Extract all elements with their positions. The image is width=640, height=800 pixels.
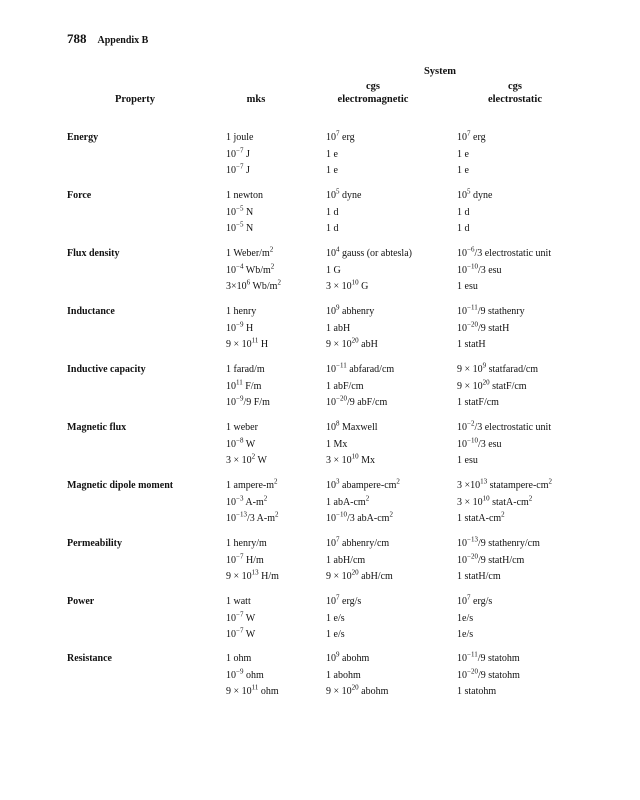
- electromagnetic-value: $10^3$ abampere-$cm^2$: [326, 477, 400, 491]
- electromagnetic-value: $10^5$ dyne: [326, 187, 362, 201]
- electromagnetic-value: 1 abF/cm: [326, 380, 364, 392]
- property-name: Resistance: [67, 653, 112, 664]
- mks-value: $10^{-7}$ H/m: [226, 552, 264, 566]
- mks-value: $10^{-13}/3$ $A-m^2$: [226, 510, 279, 524]
- table-row: [0, 437, 640, 453]
- property-name: Force: [67, 190, 92, 201]
- mks-value: $10^{-5}$ N: [226, 204, 254, 218]
- electromagnetic-value: 1 e/s: [326, 612, 345, 624]
- table-row: [0, 420, 640, 436]
- mks-value: $9 \times 10^{11}$ ohm: [226, 683, 279, 697]
- mks-value: $3\times 10^6$ $Wb/m^2$: [226, 278, 281, 292]
- mks-value: 1 weber: [226, 422, 258, 433]
- electrostatic-value: $10^{-20}/9$ statH/cm: [457, 552, 525, 566]
- electrostatic-value: 1 statH/cm: [457, 571, 501, 582]
- header-mks: mks: [246, 94, 266, 105]
- table-row: [0, 553, 640, 569]
- electromagnetic-value: $10^9$ abohm: [326, 650, 370, 664]
- electromagnetic-value: $9 \times 10^{20}$ abH: [326, 336, 378, 350]
- electrostatic-value: 1 statA-$cm^2$: [457, 510, 505, 524]
- electrostatic-value: $9 \times 10^{20}$ statF/cm: [457, 378, 527, 392]
- electrostatic-value: $10^{-6}/3$ electrostatic unit: [457, 245, 552, 259]
- table-row: [0, 321, 640, 337]
- mks-value: $10^{-5}$ N: [226, 220, 254, 234]
- mks-value: 1 Weber/$m^2$: [226, 245, 274, 259]
- table-row: [0, 279, 640, 295]
- section-title: Appendix B: [97, 35, 149, 46]
- electromagnetic-value: $10^{-10}/3$ abA-$cm^2$: [326, 510, 393, 524]
- electromagnetic-value: 1 abH/cm: [326, 554, 366, 566]
- electrostatic-value: $10^{-11}/9$ stathenry: [457, 303, 525, 317]
- table-row: [0, 205, 640, 221]
- electrostatic-value: $10^{-10}/3$ esu: [457, 436, 502, 450]
- page-number: 788: [67, 31, 87, 46]
- mks-value: 1 ohm: [226, 653, 252, 664]
- electromagnetic-value: $10^7$ erg/s: [326, 593, 362, 607]
- table-row: [0, 478, 640, 494]
- mks-value: $10^{-7}$ W: [226, 610, 256, 624]
- electrostatic-value: 1 e: [457, 165, 469, 176]
- electromagnetic-value: 1 e: [326, 165, 338, 176]
- table-row: [0, 627, 640, 643]
- electromagnetic-value: 1 abohm: [326, 669, 361, 681]
- mks-value: $10^{-4}$ $Wb/m^2$: [226, 262, 275, 276]
- mks-value: $9 \times 10^{11}$ H: [226, 336, 269, 350]
- mks-value: 1 henry: [226, 306, 257, 317]
- electromagnetic-value: $9 \times 10^{20}$ abH/cm: [326, 568, 393, 582]
- electrostatic-value: 1 e: [457, 148, 469, 160]
- electromagnetic-value: $10^{-20}/9$ abF/cm: [326, 394, 388, 408]
- table-row: [0, 304, 640, 320]
- electrostatic-value: $10^{-10}/3$ esu: [457, 262, 502, 276]
- electrostatic-value: $10^{-11}/9$ statohm: [457, 650, 520, 664]
- mks-value: $10^{-7}$ J: [226, 146, 250, 160]
- electrostatic-value: 1e/s: [457, 612, 474, 624]
- mks-value: 1 ampere-$m^2$: [226, 477, 278, 491]
- table-row: [0, 379, 640, 395]
- mks-value: $10^{-8}$ W: [226, 436, 256, 450]
- property-name: Energy: [67, 132, 99, 143]
- electrostatic-value: $10^7$ erg/s: [457, 593, 493, 607]
- mks-value: $10^{11}$ F/m: [226, 378, 262, 392]
- electrostatic-value: $10^7$ erg: [457, 129, 486, 143]
- electromagnetic-value: $3 \times 10^{10}$ Mx: [326, 452, 376, 466]
- header-cgs-em: cgs: [366, 81, 380, 92]
- electrostatic-value: 1 d: [457, 223, 470, 234]
- electrostatic-value: 1 statF/cm: [457, 397, 499, 408]
- electromagnetic-value: 1 d: [326, 223, 339, 234]
- electrostatic-value: 1e/s: [457, 629, 474, 640]
- header-electromagnetic: electromagnetic: [337, 94, 409, 105]
- electrostatic-value: $3 \times 10^{13}$ statampere-$cm^2$: [457, 477, 552, 491]
- electromagnetic-value: 1 abH: [326, 322, 351, 334]
- table-row: [0, 395, 640, 411]
- electrostatic-value: 1 esu: [457, 281, 478, 292]
- electrostatic-value: $3 \times 10^{10}$ statA-$cm^2$: [457, 494, 533, 508]
- electrostatic-value: 1 esu: [457, 455, 478, 466]
- electrostatic-value: 1 statH: [457, 339, 486, 350]
- table-row: [0, 263, 640, 279]
- table-row: [0, 536, 640, 552]
- property-name: Inductance: [67, 306, 115, 317]
- header-system: System: [423, 66, 457, 77]
- mks-value: $10^{-9}/9$ F/m: [226, 394, 270, 408]
- table-row: [0, 221, 640, 237]
- property-name: Permeability: [67, 538, 122, 549]
- property-name: Magnetic flux: [67, 422, 127, 433]
- table-row: [0, 337, 640, 353]
- table-row: [0, 362, 640, 378]
- property-name: Flux density: [67, 248, 120, 259]
- table-row: [0, 495, 640, 511]
- electromagnetic-value: $10^8$ Maxwell: [326, 419, 378, 433]
- table-row: [0, 130, 640, 146]
- electromagnetic-value: $3 \times 10^{10}$ G: [326, 278, 369, 292]
- header-electrostatic: electrostatic: [487, 94, 543, 105]
- property-name: Magnetic dipole moment: [67, 480, 174, 491]
- electromagnetic-value: 1 e: [326, 148, 338, 160]
- electromagnetic-value: $10^7$ abhenry/cm: [326, 535, 390, 549]
- header-property: Property: [114, 94, 156, 105]
- header-cgs-es: cgs: [508, 81, 522, 92]
- mks-value: $10^{-7}$ W: [226, 626, 256, 640]
- mks-value: $10^{-9}$ ohm: [226, 667, 264, 681]
- electromagnetic-value: $9 \times 10^{20}$ abohm: [326, 683, 389, 697]
- table-row: [0, 453, 640, 469]
- electrostatic-value: $10^{-2}/3$ electrostatic unit: [457, 419, 552, 433]
- electrostatic-value: $10^{-20}/9$ statohm: [457, 667, 520, 681]
- property-name: Inductive capacity: [67, 364, 146, 375]
- table-row: [0, 147, 640, 163]
- table-row: [0, 651, 640, 667]
- table-row: [0, 188, 640, 204]
- electromagnetic-value: 1 e/s: [326, 629, 345, 640]
- table-row: [0, 569, 640, 585]
- electromagnetic-value: 1 G: [326, 264, 341, 276]
- mks-value: 1 newton: [226, 190, 263, 201]
- electromagnetic-value: $10^7$ erg: [326, 129, 355, 143]
- electrostatic-value: $10^5$ dyne: [457, 187, 493, 201]
- mks-value: 1 farad/m: [226, 364, 265, 375]
- mks-value: 1 watt: [226, 596, 251, 607]
- table-row: [0, 684, 640, 700]
- table-row: [0, 163, 640, 179]
- table-row: [0, 246, 640, 262]
- mks-value: $9 \times 10^{13}$ H/m: [226, 568, 279, 582]
- electrostatic-value: $10^{-13}/9$ stathenry/cm: [457, 535, 540, 549]
- electrostatic-value: $9 \times 10^9$ statfarad/cm: [457, 361, 539, 375]
- table-row: [0, 511, 640, 527]
- electromagnetic-value: $10^9$ abhenry: [326, 303, 375, 317]
- electromagnetic-value: 1 Mx: [326, 438, 348, 450]
- electrostatic-value: 1 statohm: [457, 686, 497, 697]
- mks-value: $10^{-9}$ H: [226, 320, 254, 334]
- electrostatic-value: $10^{-20}/9$ statH: [457, 320, 510, 334]
- electromagnetic-value: 1 abA-$cm^2$: [326, 494, 370, 508]
- mks-value: $3 \times 10^2$ W: [226, 452, 267, 466]
- page-header: [67, 31, 148, 47]
- table-row: [0, 611, 640, 627]
- electromagnetic-value: 1 d: [326, 206, 339, 218]
- mks-value: $10^{-3}$ $A-m^2$: [226, 494, 268, 508]
- electromagnetic-value: $10^{-11}$ abfarad/cm: [326, 361, 395, 375]
- electromagnetic-value: $10^4$ gauss (or abtesla): [326, 245, 412, 259]
- table-row: [0, 668, 640, 684]
- mks-value: 1 joule: [226, 132, 254, 143]
- electrostatic-value: 1 d: [457, 206, 470, 218]
- table-row: [0, 594, 640, 610]
- property-name: Power: [67, 596, 95, 607]
- mks-value: 1 henry/m: [226, 538, 267, 549]
- mks-value: $10^{-7}$ J: [226, 162, 250, 176]
